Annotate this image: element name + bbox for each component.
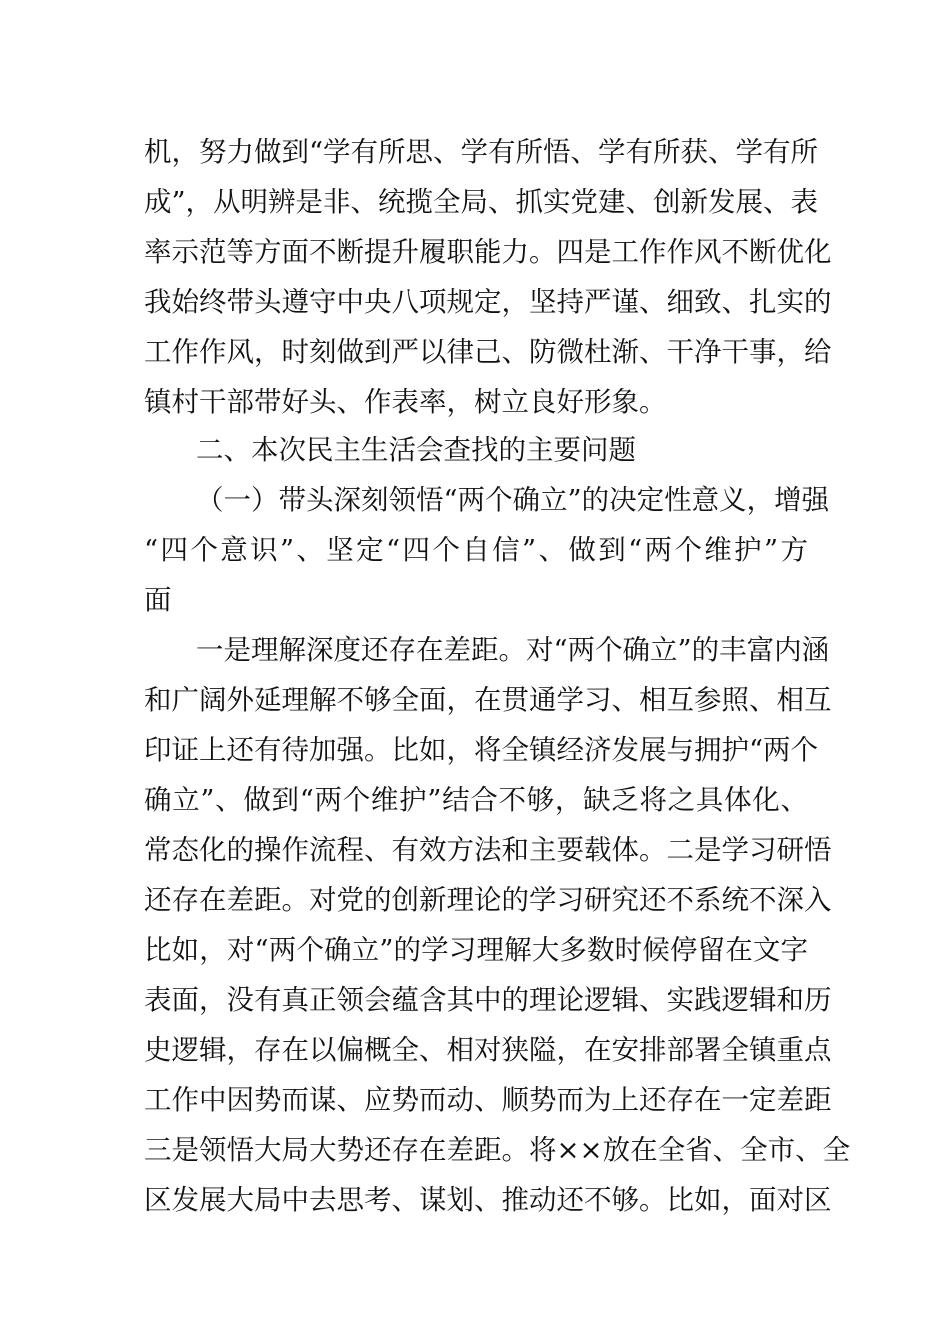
subsection-heading: 面 [144,584,172,616]
body-text-line: 机，努力做到“学有所思、学有所悟、学有所获、学有所 [144,136,819,168]
body-text-line: 常态化的操作流程、有效方法和主要载体。二是学习研悟 [144,834,832,866]
body-text-line: 表面，没有真正领会蕴含其中的理论逻辑、实践逻辑和历 [144,984,832,1016]
body-text-line: 一是理解深度还存在差距。对“两个确立”的丰富内涵 [196,634,830,666]
body-text-line: 和广阔外延理解不够全面，在贯通学习、相互参照、相互 [144,684,832,716]
body-text-line: 成”，从明辨是非、统揽全局、抓实党建、创新发展、表 [144,186,819,218]
subsection-heading: “四个意识”、坚定“四个自信”、做到“两个维护”方 [144,534,808,566]
body-text-line: 我始终带头遵守中央八项规定，坚持严谨、细致、扎实的 [144,286,832,318]
body-text-line: 比如，对“两个确立”的学习理解大多数时候停留在文字 [144,934,808,966]
subsection-heading: （一）带头深刻领悟“两个确立”的决定性意义，增强 [196,484,830,516]
body-text-line: 印证上还有待加强。比如，将全镇经济发展与拥护“两个 [144,734,819,766]
body-text-line: 区发展大局中去思考、谋划、推动还不够。比如，面对区 [144,1184,832,1216]
body-text-line: 工作作风，时刻做到严以律己、防微杜渐、干净干事，给 [144,336,832,368]
body-text-line: 三是领悟大局大势还存在差距。将××放在全省、全市、全 [144,1134,851,1166]
body-text-line: 工作中因势而谋、应势而动、顺势而为上还存在一定差距 [144,1084,832,1116]
body-text-line: 确立”、做到“两个维护”结合不够，缺乏将之具体化、 [144,784,808,816]
body-text-line: 还存在差距。对党的创新理论的学习研究还不系统不深入 [144,884,832,916]
body-text-line: 史逻辑，存在以偏概全、相对狭隘，在安排部署全镇重点 [144,1034,832,1066]
body-text-line: 率示范等方面不断提升履职能力。四是工作作风不断优化 [144,236,832,268]
body-text-line: 镇村干部带好头、作表率，树立良好形象。 [144,386,667,418]
section-heading: 二、本次民主生活会查找的主要问题 [196,434,636,466]
